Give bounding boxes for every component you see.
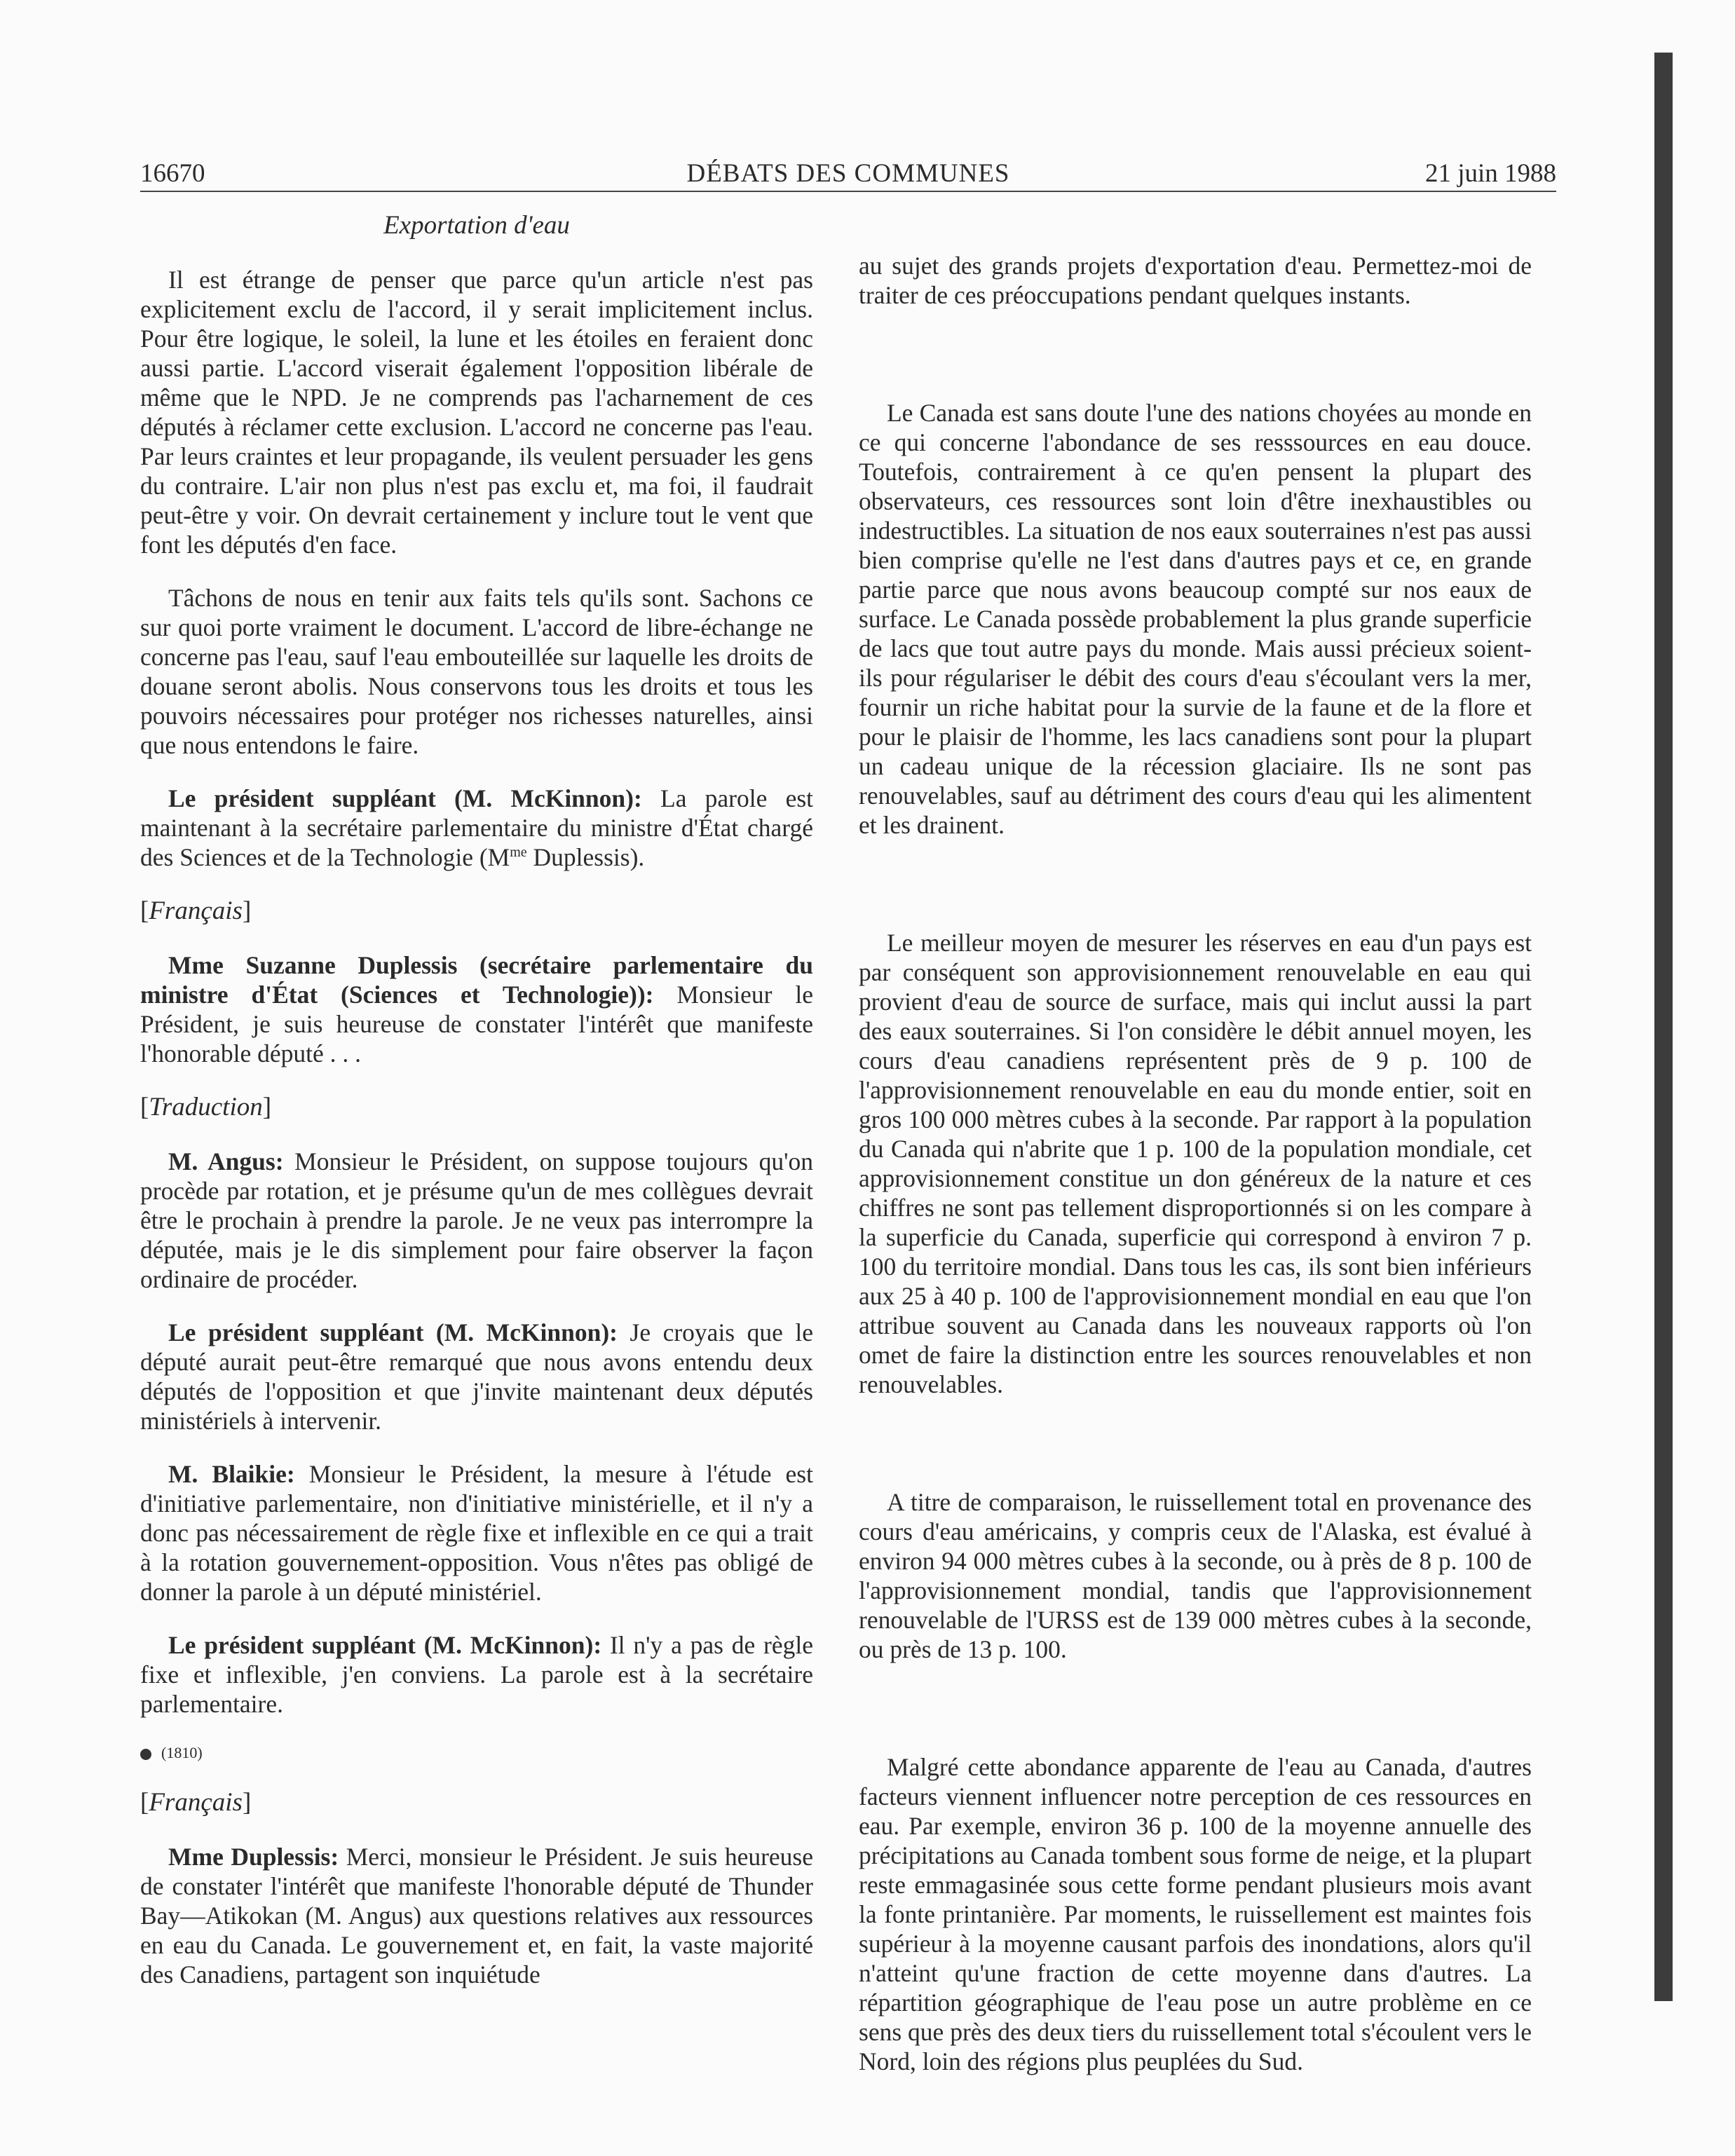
speech-paragraph (140, 1318, 813, 1435)
paragraph: au sujet des grands projets d'exportation d'eau. Permettez-moi de traiter de ces préoccupations pendant quelques instants. (859, 252, 1532, 309)
language-note: [Français] (140, 1788, 252, 1817)
speech-paragraph (140, 950, 813, 1068)
left-column (140, 210, 813, 2013)
section-subhead: Exportation d'eau (383, 211, 570, 240)
time-stamp: (1810) (161, 1744, 203, 1761)
bullet-icon (140, 1749, 151, 1760)
speech-text: Duplessis). (526, 843, 645, 871)
scan-edge-bar (1654, 53, 1673, 2001)
speech-text: Monsieur le Président, je suis heureuse de constater l'intérêt que manifeste l'honorable député . . . (140, 981, 813, 1067)
language-note: [Français] (140, 896, 252, 925)
speech-text: Monsieur le Président, la mesure à l'étude est d'initiative parlementaire, non d'initiative ministérielle, et il n'y a donc pas nécessairement de règle fixe et inflexible en ce qui a trait à la rotation gouvernement-opposition. Vous n'êtes pas obligé de donner la parole à un député ministériel. (140, 1460, 813, 1606)
language-note: [Traduction] (140, 1093, 272, 1121)
speech-paragraph (140, 1842, 813, 1989)
speech-paragraph (140, 784, 813, 872)
speech-paragraph (140, 1147, 813, 1294)
speaker-name: Le président suppléant (M. McKinnon): (168, 1318, 618, 1346)
right-column (859, 251, 1532, 2076)
speech-text: Il n'y a pas de règle fixe et inflexible, j'en conviens. La parole est à la secrétaire parlementaire. (140, 1631, 813, 1718)
speech-paragraph (140, 1630, 813, 1719)
speaker-name: M. Angus: (168, 1147, 284, 1175)
paragraph: Il est étrange de penser que parce qu'un article n'est pas explicitement exclu de l'accord, il y serait implicitement inclus. Pour être logique, le soleil, la lune et les étoiles en feraient donc aussi partie. L'accord viserait également l'opposition libérale de même que le NPD. Je ne comprends pas l'acharnement de ces députés à réclamer cette exclusion. L'accord ne concerne pas l'eau. Par leurs craintes et leur propagande, ils veulent persuader les gens du contraire. L'air non plus n'est pas exclu et, ma foi, il faudrait peut-être y voir. On devrait certainement y inclure tout le vent que font les députés d'en face. (140, 266, 813, 559)
speech-text: La parole est maintenant à la secrétaire parlementaire du ministre d'État chargé des Sciences et de la Technologie (M (140, 784, 814, 871)
speech-paragraph (140, 1459, 813, 1606)
speaker-name: Le président suppléant (M. McKinnon): (168, 784, 642, 812)
time-marker (140, 1742, 813, 1763)
speaker-name: Mme Duplessis: (168, 1843, 339, 1871)
header-rule (140, 191, 1556, 192)
paragraph: Malgré cette abondance apparente de l'eau au Canada, d'autres facteurs viennent influencer notre perception de ces ressources en eau. Par exemple, environ 36 p. 100 de la moyenne annuelle des précipitations au Canada tombent sous forme de neige, et la plupart reste emmagasinée sous cette forme pendant plusieurs mois avant la fonte printanière. Par moments, le ruissellement est maintes fois supérieur à la moyenne causant parfois des inondations, alors qu'il n'atteint qu'une fraction de cette moyenne dans d'autres. La répartition géographique de l'eau pose un autre problème en ce sens que près des deux tiers du ruissellement total s'écoulent vers le Nord, loin des régions plus peuplées du Sud. (859, 1753, 1532, 2075)
paragraph: Le meilleur moyen de mesurer les réserves en eau d'un pays est par conséquent son approvisionnement renouvelable en eau qui provient d'eau de source de surface, mais qui inclut aussi la part des eaux souterraines. Si l'on considère le débit annuel moyen, les cours d'eau canadiens représentent près de 9 p. 100 de l'approvisionnement renouvelable en eau du monde entier, soit en gros 100 000 mètres cubes à la seconde. Par rapport à la population du Canada qui n'abrite que 1 p. 100 de la population mondiale, cet approvisionnement constitue un don généreux de la nature et ces chiffres ne sont pas tellement disproportionnés si on les compare à la superficie du Canada, superficie qui correspond à environ 7 p. 100 du territoire mondial. Dans tous les cas, ils sont bien inférieurs aux 25 à 40 p. 100 de l'approvisionnement mondial en eau que l'on attribue souvent au Canada dans les nouveaux rapports où l'on omet de faire la distinction entre les sources renouvelables et non renouvelables. (859, 929, 1532, 1398)
publication-title: DÉBATS DES COMMUNES (686, 159, 1010, 188)
superscript: me (510, 845, 527, 861)
speech-text: Je croyais que le député aurait peut-être remarqué que nous avons entendu deux députés de l'opposition et que j'invite maintenant deux députés ministériels à intervenir. (140, 1318, 814, 1435)
paragraph: A titre de comparaison, le ruissellement total en provenance des cours d'eau américains, y compris ceux de l'Alaska, est évalué à environ 94 000 mètres cubes à la seconde, ou à près de 8 p. 100 de l'approvisionnement mondial, tandis que l'approvisionnement renouvelable de l'URSS est de 139 000 mètres cubes à la seconde, ou près de 13 p. 100. (859, 1488, 1532, 1663)
page-header (140, 156, 1556, 192)
page-number: 16670 (140, 159, 205, 188)
speaker-name: M. Blaikie: (168, 1460, 295, 1488)
speech-text: Merci, monsieur le Président. Je suis heureuse de constater l'intérêt que manifeste l'honorable député de Thunder Bay—Atikokan (M. Angus) aux questions relatives aux ressources en eau du Canada. Le gouvernement et, en fait, la vaste majorité des Canadiens, partagent son inquiétude (140, 1843, 813, 1988)
paragraph: Tâchons de nous en tenir aux faits tels qu'ils sont. Sachons ce sur quoi porte vraiment le document. L'accord de libre-échange ne concerne pas l'eau, sauf l'eau embouteillée sur laquelle les droits de douane seront abolis. Nous conservons tous les droits et tous les pouvoirs nécessaires pour protéger nos richesses naturelles, ainsi que nous entendons le faire. (140, 584, 813, 759)
speech-text: Monsieur le Président, on suppose toujours qu'on procède par rotation, et je présume qu'un de mes collègues devrait être le prochain à prendre la parole. Je ne veux pas interrompre la députée, mais je le dis simplement pour faire observer la façon ordinaire de procéder. (140, 1147, 813, 1293)
paragraph: Le Canada est sans doute l'une des nations choyées au monde en ce qui concerne l'abondance de ses resssources en eau douce. Toutefois, contrairement à ce qu'en pensent la plupart des observateurs, ces ressources sont loin d'être inexhaustibles ou indestructibles. La situation de nos eaux souterraines n'est pas aussi bien comprise qu'elle ne l'est dans d'autres pays et ce, en grande partie parce que nous avons beaucoup compté sur nos eaux de surface. Le Canada possède probablement la plus grande superficie de lacs que tout autre pays du monde. Mais aussi précieux soient-ils pour régulariser le débit des cours d'eau s'écoulant vers la mer, fournir un riche habitat pour la survie de la faune et de la flore et pour le plaisir de l'homme, les lacs canadiens sont pour la plupart un cadeau unique de la récession glaciaire. Ils ne sont pas renouvelables, sauf au détriment des cours d'eau qui les alimentent et les drainent. (859, 399, 1532, 839)
speaker-name: Mme Suzanne Duplessis (secrétaire parlementaire du ministre d'État (Sciences et Technologie)): (140, 951, 813, 1009)
page-date: 21 juin 1988 (1424, 159, 1556, 188)
speaker-name: Le président suppléant (M. McKinnon): (168, 1631, 602, 1659)
